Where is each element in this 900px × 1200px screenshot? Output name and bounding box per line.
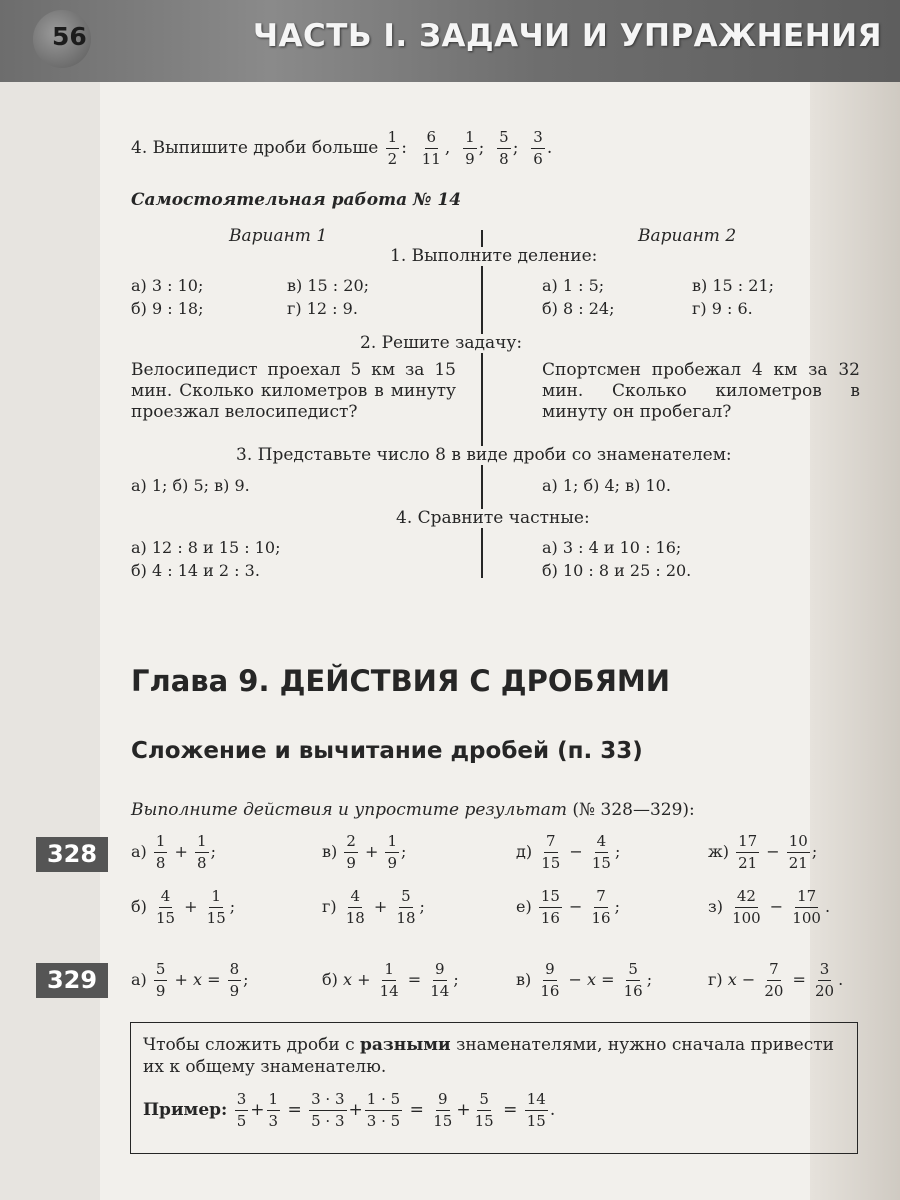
question2-heading: 2. Решите задачу: [356, 334, 526, 353]
question3-heading: 3. Представьте число 8 в виде дроби со знаменателем: [232, 446, 736, 465]
example-label: Пример: [143, 1100, 228, 1120]
v2-q2-problem: Спортсмен пробежал 4 км за 32 мин. Сколько километров в минуту он пробегал? [542, 360, 860, 422]
variant1-heading: Вариант 1 [229, 226, 328, 246]
exercise-item: в) $\frac{2}{9}$ + $\frac{1}{9}$ ; [322, 832, 407, 872]
exercise-item: б) x + $\frac{1}{14}$ = $\frac{9}{14}$ ; [322, 960, 459, 1000]
v1-q1-v: в) 15 : 20; [287, 276, 370, 295]
exercise-item: а) $\frac{1}{8}$ + $\frac{1}{8}$ ; [131, 832, 216, 872]
task4-fraction: $\frac{3}{6}$ [533, 128, 543, 168]
task4-line: 4. Выпишите дроби больше $\frac{1}{2}$ : $\frac{6}{11}$ , $\frac{1}{9}$ ; $\frac{5}{8}$ ; $\frac{3}{6}$ . [131, 128, 553, 168]
section-title: Сложение и вычитание дробей (п. 33) [131, 738, 643, 764]
indep-work-title: Самостоятельная работа № 14 [131, 190, 462, 210]
instruction-text: Выполните действия и упростите результат [131, 800, 567, 820]
v2-q1-v: в) 15 : 21; [692, 276, 775, 295]
exercise-item: д) $\frac{7}{15}$ − $\frac{4}{15}$ ; [516, 832, 621, 872]
exercise-329-number: 329 [36, 963, 108, 998]
rule-example: Пример: $\frac{3}{5}$ + $\frac{1}{3}$ = $\frac{3 \cdot 3}{5 \cdot 3}$ + $\frac{1 \cdot 5}{3 \cdot 5}$ = $\frac{9}{15}$ + $\frac{5}{15}$ = $\frac{14}{15}$ . [143, 1090, 556, 1130]
question1-heading: 1. Выполните деление: [386, 247, 601, 266]
exercise-item: ж) $\frac{17}{21}$ − $\frac{10}{21}$ ; [708, 832, 818, 872]
task4-fraction: $\frac{1}{9}$ [465, 128, 475, 168]
part-title: ЧАСТЬ I. ЗАДАЧИ И УПРАЖНЕНИЯ [253, 18, 882, 54]
v1-q2-problem: Велосипедист проехал 5 км за 15 мин. Сколько километров в минуту проезжал велосипедист? [131, 360, 456, 422]
page-number: 56 [52, 22, 87, 51]
exercise-item: а) $\frac{5}{9}$ + x = $\frac{8}{9}$ ; [131, 960, 249, 1000]
v2-q4-b: б) 10 : 8 и 25 : 20. [542, 561, 692, 580]
exercise-item: в) $\frac{9}{16}$ − x = $\frac{5}{16}$ ; [516, 960, 653, 1000]
rule-emphasis: разными [360, 1035, 451, 1055]
instruction-ref: (№ 328—329): [572, 800, 695, 820]
task4-pivot-fraction: $\frac{1}{2}$ [387, 128, 398, 168]
task4-fraction: $\frac{6}{11}$ [421, 128, 441, 168]
v1-q4-b: б) 4 : 14 и 2 : 3. [131, 561, 260, 580]
rule-line2: их к общему знаменателю. [143, 1057, 387, 1077]
rule-line1: Чтобы сложить дроби с разными знаменателями, нужно сначала привести [143, 1035, 834, 1055]
v1-q1-g: г) 12 : 9. [287, 299, 358, 318]
exercise-item: б) $\frac{4}{15}$ + $\frac{1}{15}$ ; [131, 887, 236, 927]
v1-q4-a: а) 12 : 8 и 15 : 10; [131, 538, 281, 557]
chapter-title: Глава 9. ДЕЙСТВИЯ С ДРОБЯМИ [131, 664, 671, 698]
variant2-heading: Вариант 2 [638, 226, 737, 246]
exercise-item: г) x − $\frac{7}{20}$ = $\frac{3}{20}$ . [708, 960, 844, 1000]
v1-q1-a: а) 3 : 10; [131, 276, 204, 295]
v1-q1-b: б) 9 : 18; [131, 299, 204, 318]
task4-fraction: $\frac{5}{8}$ [499, 128, 509, 168]
instruction [131, 801, 695, 820]
v1-q3-answer: а) 1; б) 5; в) 9. [131, 476, 250, 495]
task4-colon: : [401, 138, 407, 158]
question4-heading: 4. Сравните частные: [392, 509, 594, 528]
task4-label: 4. Выпишите дроби больше [131, 138, 379, 158]
v2-q3-answer: а) 1; б) 4; в) 10. [542, 476, 671, 495]
exercise-item: г) $\frac{4}{18}$ + $\frac{5}{18}$ ; [322, 887, 425, 927]
exercise-328-number: 328 [36, 837, 108, 872]
v2-q1-a: а) 1 : 5; [542, 276, 605, 295]
v2-q1-g: г) 9 : 6. [692, 299, 753, 318]
left-margin [0, 82, 100, 1200]
v2-q1-b: б) 8 : 24; [542, 299, 615, 318]
v2-q4-a: а) 3 : 4 и 10 : 16; [542, 538, 682, 557]
page-header [0, 0, 900, 82]
exercise-item: е) $\frac{15}{16}$ − $\frac{7}{16}$ ; [516, 887, 620, 927]
exercise-item: з) $\frac{42}{100}$ − $\frac{17}{100}$ . [708, 887, 831, 927]
